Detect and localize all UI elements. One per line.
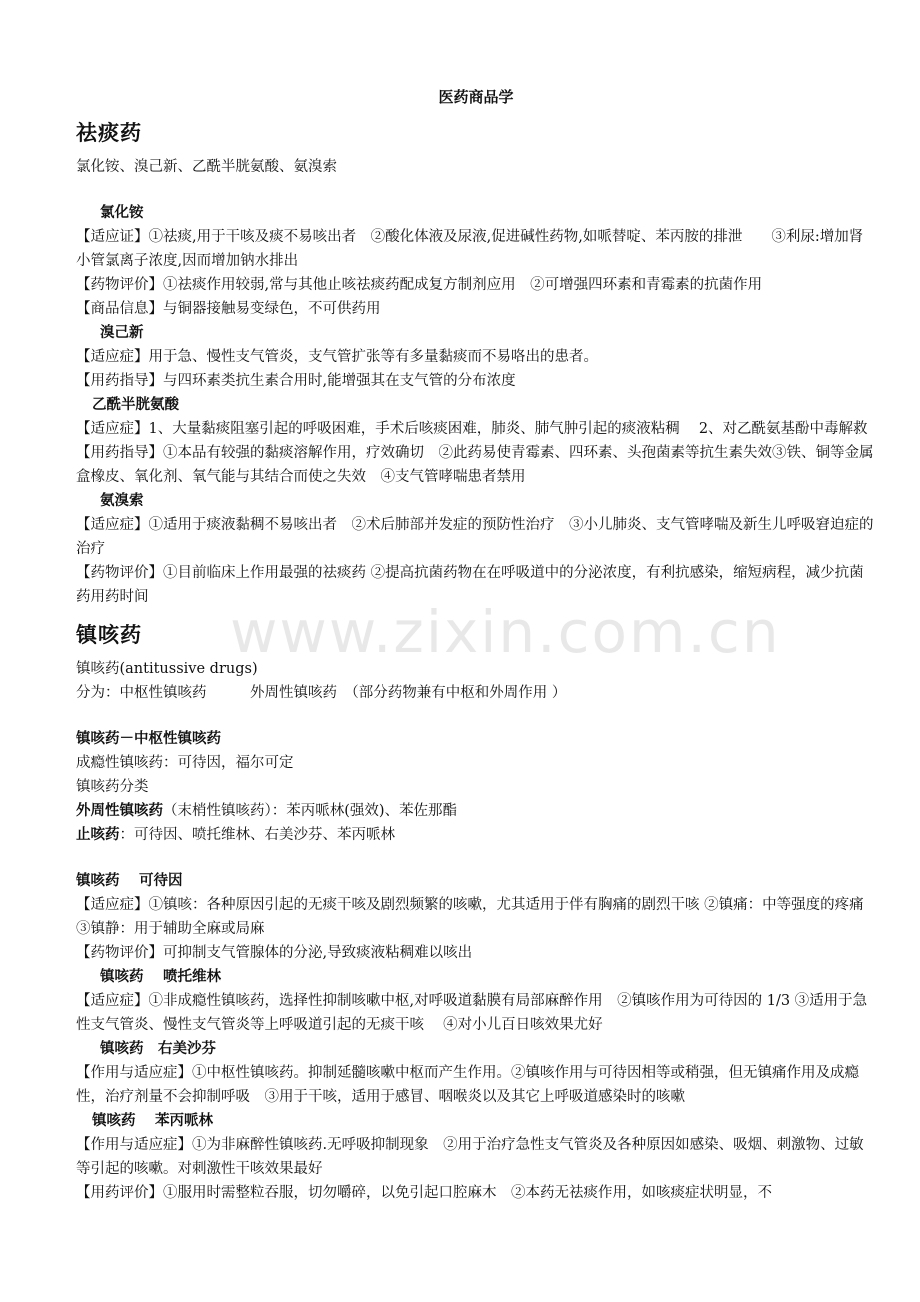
paragraph: 【适应症】用于急、慢性支气管炎，支气管扩张等有多量黏痰而不易咯出的患者。 [76, 349, 598, 365]
drug-heading-bromhexine: 溴己新 [100, 325, 144, 341]
drug-heading-pentoxyverine: 镇咳药 喷托维林 [100, 969, 222, 985]
paragraph: 【药物评价】①祛痰作用较弱,常与其他止咳祛痰药配成复方制剂应用 ②可增强四环素和青霉素的抗菌作用 [76, 277, 763, 293]
subheading-central-antitussives: 镇咳药－中枢性镇咳药 [76, 731, 221, 747]
section-heading-antitussives: 镇咳药 [76, 623, 142, 647]
paragraph: 分为：中枢性镇咳药 外周性镇咳药 （部分药物兼有中枢和外周作用 ） [76, 685, 567, 701]
term-text: （末梢性镇咳药）：苯丙哌林(强效)、苯佐那酯 [163, 803, 458, 819]
section-intro: 氯化铵、溴己新、乙酰半胱氨酸、氨溴索 [76, 159, 337, 175]
document-page [76, 86, 879, 1205]
drug-heading-dextromethorphan: 镇咳药 右美沙芬 [100, 1041, 216, 1057]
section-heading-expectorants: 祛痰药 [76, 121, 142, 145]
paragraph: 【商品信息】与铜器接触易变绿色，不可供药用 [76, 301, 381, 317]
paragraph: 成瘾性镇咳药：可待因，福尔可定 [76, 755, 294, 771]
bold-term: 外周性镇咳药 [76, 803, 163, 819]
paragraph: 【药物评价】可抑制支气管腺体的分泌,导致痰液粘稠难以咳出 [76, 945, 473, 961]
paragraph: 【作用与适应症】①为非麻醉性镇咳药.无呼吸抑制现象 ②用于治疗急性支气管炎及各种原因如感染、吸烟、刺激物、过敏等引起的咳嗽。对刺激性干咳效果最好 [76, 1137, 864, 1177]
watermark: www.zixin.com.cn [230, 598, 781, 666]
paragraph: 【用药指导】①本品有较强的黏痰溶解作用，疗效确切 ②此药易使青霉素、四环素、头孢菌素等抗生素失效③铁、铜等金属盒橡皮、氧化剂、氧气能与其结合而使之失效 ④支气管哮喘患者禁用 [76, 445, 874, 485]
drug-heading-acetylcysteine: 乙酰半胱氨酸 [92, 397, 179, 413]
paragraph: 【用药评价】①服用时需整粒吞服，切勿嚼碎，以免引起口腔麻木 ②本药无祛痰作用，如咳痰症状明显，不 [76, 1185, 772, 1201]
paragraph: 【适应症】①适用于痰液黏稠不易咳出者 ②术后肺部并发症的预防性治疗 ③小儿肺炎、支气管哮喘及新生儿呼吸窘迫症的治疗 [76, 517, 874, 557]
paragraph: 【适应症】①镇咳：各种原因引起的无痰干咳及剧烈频繁的咳嗽，尤其适用于伴有胸痛的剧烈干咳 ②镇痛：中等强度的疼痛 ③镇静：用于辅助全麻或局麻 [76, 897, 879, 937]
drug-heading-ambroxol: 氨溴索 [100, 493, 144, 509]
paragraph: 【适应症】①非成瘾性镇咳药，选择性抑制咳嗽中枢,对呼吸道黏膜有局部麻醉作用 ②镇咳作用为可待因的 1/3 ③适用于急性支气管炎、慢性支气管炎等上呼吸道引起的无痰干咳 ④对小儿百日咳效果尤好 [76, 993, 868, 1033]
term-text: ：可待因、喷托维林、右美沙芬、苯丙哌林 [119, 827, 395, 843]
paragraph: 镇咳药分类 [76, 779, 149, 795]
paragraph: 【用药指导】与四环素类抗生素合用时,能增强其在支气管的分布浓度 [76, 373, 516, 389]
paragraph: 镇咳药(antitussive drugs) [76, 661, 258, 677]
drug-heading-ammonium-chloride: 氯化铵 [100, 205, 144, 221]
paragraph: 【药物评价】①目前临床上作用最强的祛痰药 ②提高抗菌药物在在呼吸道中的分泌浓度，有利抗感染，缩短病程，减少抗菌药用药时间 [76, 565, 864, 605]
drug-heading-benproperine: 镇咳药 苯丙哌林 [92, 1113, 214, 1129]
paragraph: 【作用与适应症】①中枢性镇咳药。抑制延髓咳嗽中枢而产生作用。②镇咳作用与可待因相等或稍强，但无镇痛作用及成瘾性，治疗剂量不会抑制呼吸 ③用于干咳，适用于感冒、咽喉炎以及其它上呼吸道感染时的咳嗽 [76, 1065, 859, 1105]
paragraph: 【适应证】①祛痰,用于干咳及痰不易咳出者 ②酸化体液及尿液,促进碱性药物,如哌替啶、苯丙胺的排泄 ③利尿:增加肾小管氯离子浓度,因而增加钠水排出 [76, 229, 864, 269]
document-title: 医药商品学 [438, 88, 514, 106]
spacer [76, 179, 876, 201]
spacer [76, 847, 876, 869]
paragraph [76, 799, 876, 823]
spacer [76, 705, 876, 727]
bold-term: 止咳药 [76, 827, 120, 843]
paragraph [76, 823, 876, 847]
drug-heading-codeine: 镇咳药 可待因 [76, 873, 183, 889]
paragraph: 【适应症】1、大量黏痰阻塞引起的呼吸困难，手术后咳痰困难，肺炎、肺气肿引起的痰液粘稠 2、对乙酰氨基酚中毒解救 [76, 421, 868, 437]
